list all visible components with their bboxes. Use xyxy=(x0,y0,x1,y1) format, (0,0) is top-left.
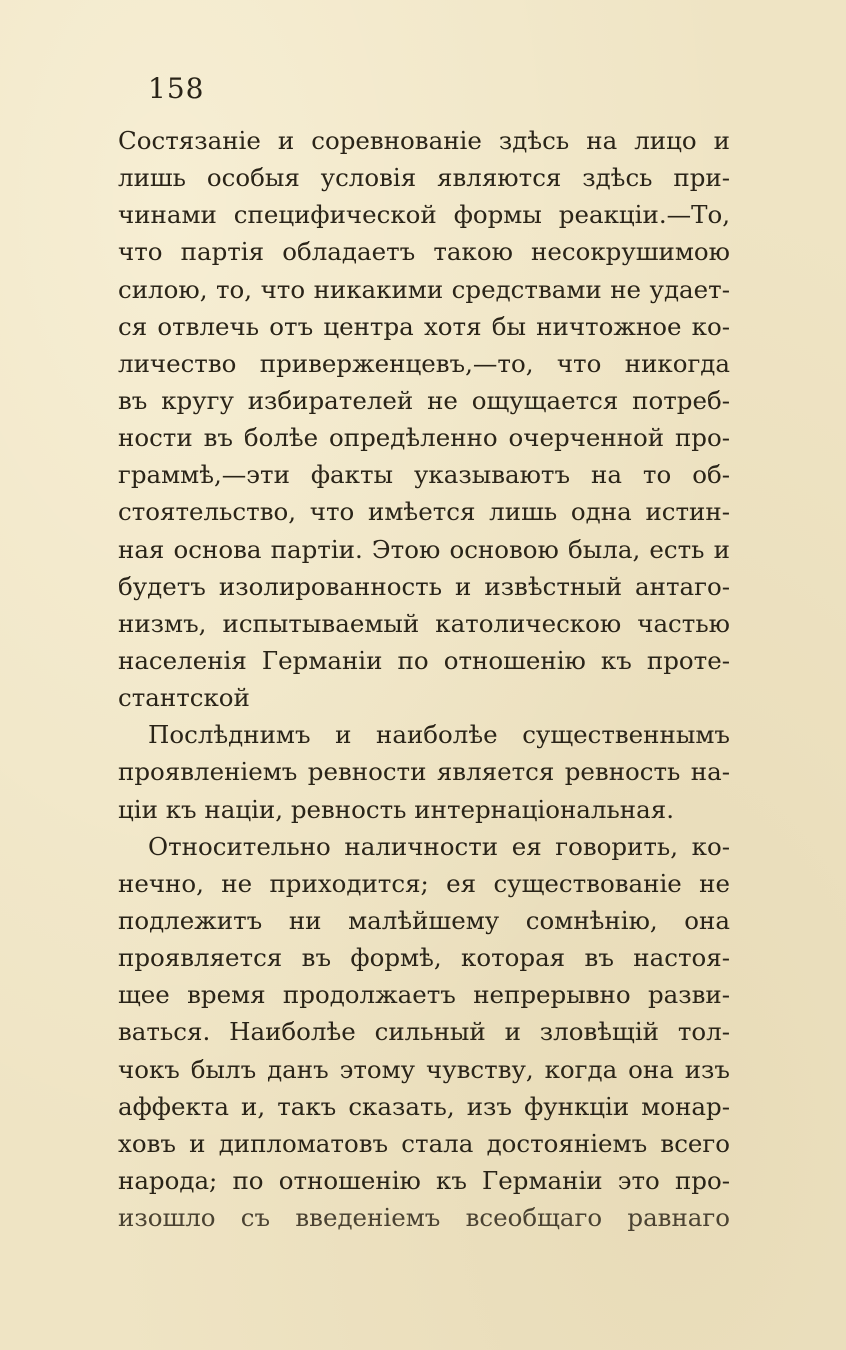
text-line: стоятельство, что имѣется лишь одна истин- xyxy=(118,497,730,527)
text-line: ціи къ націи, ревность интернаціональная. xyxy=(118,794,674,824)
text-line: будетъ изолированность и извѣстный антаго- xyxy=(118,571,730,601)
text-line: аффекта и, такъ сказать, изъ функціи монар- xyxy=(118,1091,730,1121)
text-line: подлежитъ ни малѣйшему сомнѣнію, она xyxy=(118,905,730,935)
text-line: лишь особыя условія являются здѣсь при- xyxy=(118,163,730,193)
body-text xyxy=(118,122,730,1236)
text-line: ности въ болѣе опредѣленно очерченной про- xyxy=(118,423,730,453)
text-line: силою, то, что никакими средствами не удает- xyxy=(118,274,730,304)
text-line: ваться. Наиболѣе сильный и зловѣщій тол- xyxy=(118,1017,730,1047)
text-line: ховъ и дипломатовъ стала достояніемъ всего xyxy=(118,1128,730,1158)
text-line: личество приверженцевъ,—то, что никогда xyxy=(118,348,730,378)
text-line: чокъ былъ данъ этому чувству, когда она изъ xyxy=(118,1054,730,1084)
text-line: Относительно наличности ея говорить, ко- xyxy=(148,831,730,861)
text-line: ся отвлечь отъ центра хотя бы ничтожное ко- xyxy=(118,311,730,341)
text-line: проявляется въ формѣ, которая въ настоя- xyxy=(118,943,730,973)
text-line: что партія обладаетъ такою несокрушимою xyxy=(118,237,730,267)
text-line: стантской xyxy=(118,683,250,713)
text-line: граммѣ,—эти факты указываютъ на то об- xyxy=(118,460,730,490)
text-line: низмъ, испытываемый католическою частью xyxy=(118,608,730,638)
page-number: 158 xyxy=(148,72,205,105)
text-line: изошло съ введеніемъ всеобщаго равнаго xyxy=(118,1203,730,1233)
text-line: населенія Германіи по отношенію къ проте- xyxy=(118,645,730,675)
text-line: ная основа партіи. Этою основою была, есть и xyxy=(118,534,730,564)
text-line: Состязаніе и соревнованіе здѣсь на лицо и xyxy=(118,126,730,155)
text-line: въ кругу избирателей не ощущается потреб- xyxy=(118,385,730,415)
text-line: народа; по отношенію къ Германіи это про- xyxy=(118,1165,730,1195)
text-line: щее время продолжаетъ непрерывно разви- xyxy=(118,980,730,1010)
text-line: нечно, не приходится; ея существованіе не xyxy=(118,868,730,898)
text-line: чинами специфической формы реакціи.—То, xyxy=(118,200,730,230)
text-line: Послѣднимъ и наиболѣе существеннымъ xyxy=(148,720,730,750)
text-line: проявленіемъ ревности является ревность на- xyxy=(118,757,730,787)
